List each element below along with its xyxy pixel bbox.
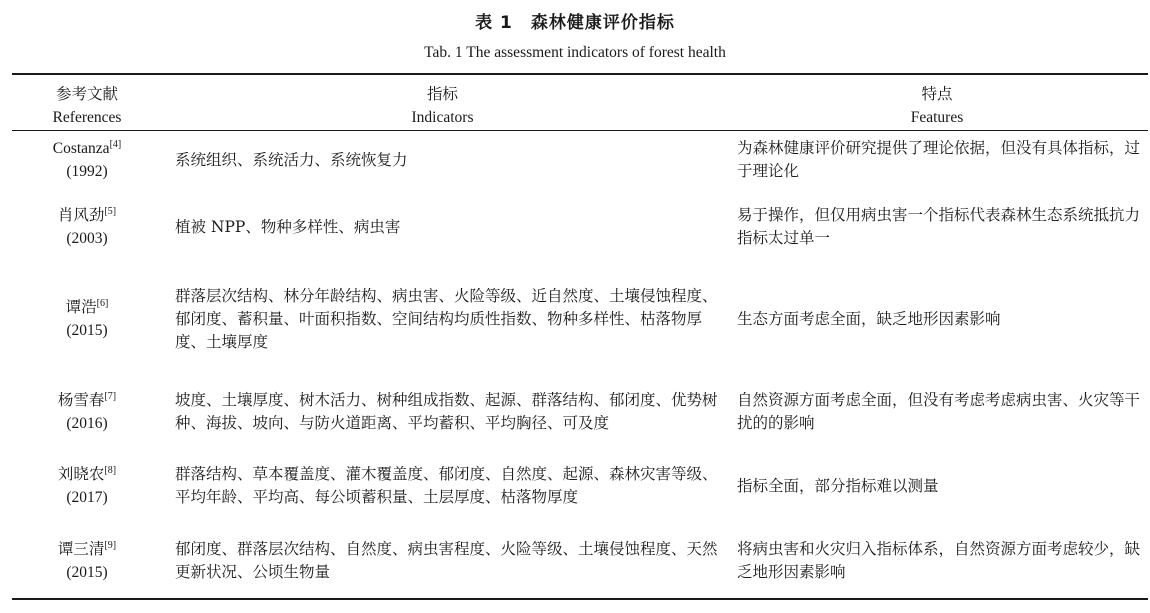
bottom-rule xyxy=(12,598,1148,600)
header-indicators-en: Indicators xyxy=(411,109,474,126)
ref-year: (2016) xyxy=(66,415,108,432)
header-indicators xyxy=(175,83,710,129)
header-features-en: Features xyxy=(910,109,964,126)
table-row-ref xyxy=(12,296,162,342)
ref-author: Costanza xyxy=(52,140,110,157)
ref-year: (1992) xyxy=(66,163,108,180)
table-row-indicators: 系统组织、系统活力、系统恢复力 xyxy=(175,151,408,169)
table-row-indicators: 坡度、土壤厚度、树木活力、树种组成指数、起源、群落结构、郁闭度、优势树种、海拔、坡向、与防火道距离、平均蓄积、平均胸径、可及度 xyxy=(175,391,718,432)
table-subtitle: Tab. 1 The assessment indicators of forest health xyxy=(424,44,726,61)
table-row-ref xyxy=(12,137,162,183)
header-rule xyxy=(12,130,1148,131)
ref-year: (2017) xyxy=(66,489,108,506)
ref-author: 谭浩 xyxy=(65,298,97,316)
ref-author: 肖风劲 xyxy=(57,206,105,224)
table-row-features: 生态方面考虑全面，缺乏地形因素影响 xyxy=(737,310,1001,328)
header-references-cn: 参考文献 xyxy=(55,85,118,103)
ref-cite: [5] xyxy=(104,205,117,217)
table-row-features: 自然资源方面考虑全面，但没有考虑考虑病虫害、火灾等干扰的的影响 xyxy=(737,391,1141,432)
table-row-indicators: 郁闭度、群落层次结构、自然度、病虫害程度、火险等级、土壤侵蚀程度、天然更新状况、公顷生物量 xyxy=(175,540,718,581)
table-row-ref xyxy=(12,389,162,435)
table-row-ref xyxy=(12,463,162,509)
table-row-features: 指标全面，部分指标难以测量 xyxy=(737,477,939,495)
table-row-indicators: 群落层次结构、林分年龄结构、病虫害、火险等级、近自然度、土壤侵蚀程度、郁闭度、蓄积量、叶面积指数、空间结构均质性指数、物种多样性、枯落物厚度、土壤厚度 xyxy=(175,287,718,351)
ref-year: (2003) xyxy=(66,230,108,247)
ref-author: 刘晓农 xyxy=(57,465,105,483)
table-row-features: 易于操作，但仅用病虫害一个指标代表森林生态系统抵抗力指标太过单一 xyxy=(737,206,1141,247)
table-number: 表 1 xyxy=(475,13,513,33)
ref-year: (2015) xyxy=(66,322,108,339)
header-features-cn: 特点 xyxy=(921,85,953,103)
header-features xyxy=(737,83,1137,129)
ref-cite: [7] xyxy=(104,390,117,402)
ref-author: 杨雪春 xyxy=(57,391,105,409)
table-title-text: 森林健康评价指标 xyxy=(530,13,675,33)
table-row-features: 为森林健康评价研究提供了理论依据，但没有具体指标，过于理论化 xyxy=(737,139,1141,180)
ref-author: 谭三清 xyxy=(57,540,105,558)
table-row-indicators: 植被 NPP、物种多样性、病虫害 xyxy=(175,218,401,236)
ref-cite: [9] xyxy=(104,539,117,551)
table-row-features: 将病虫害和火灾归入指标体系，自然资源方面考虑较少，缺乏地形因素影响 xyxy=(737,540,1141,581)
ref-cite: [4] xyxy=(109,138,122,150)
table-title xyxy=(0,8,1150,33)
ref-cite: [6] xyxy=(96,297,109,309)
ref-cite: [8] xyxy=(104,464,117,476)
table-row-indicators: 群落结构、草本覆盖度、灌木覆盖度、郁闭度、自然度、起源、森林灾害等级、平均年龄、平均高、每公顷蓄积量、土层厚度、枯落物厚度 xyxy=(175,465,718,506)
header-indicators-cn: 指标 xyxy=(426,85,458,103)
header-references-en: References xyxy=(52,109,122,126)
table-row-ref xyxy=(12,538,162,584)
table-row-ref xyxy=(12,204,162,250)
top-rule xyxy=(12,73,1148,75)
header-references xyxy=(12,83,162,129)
ref-year: (2015) xyxy=(66,564,108,581)
